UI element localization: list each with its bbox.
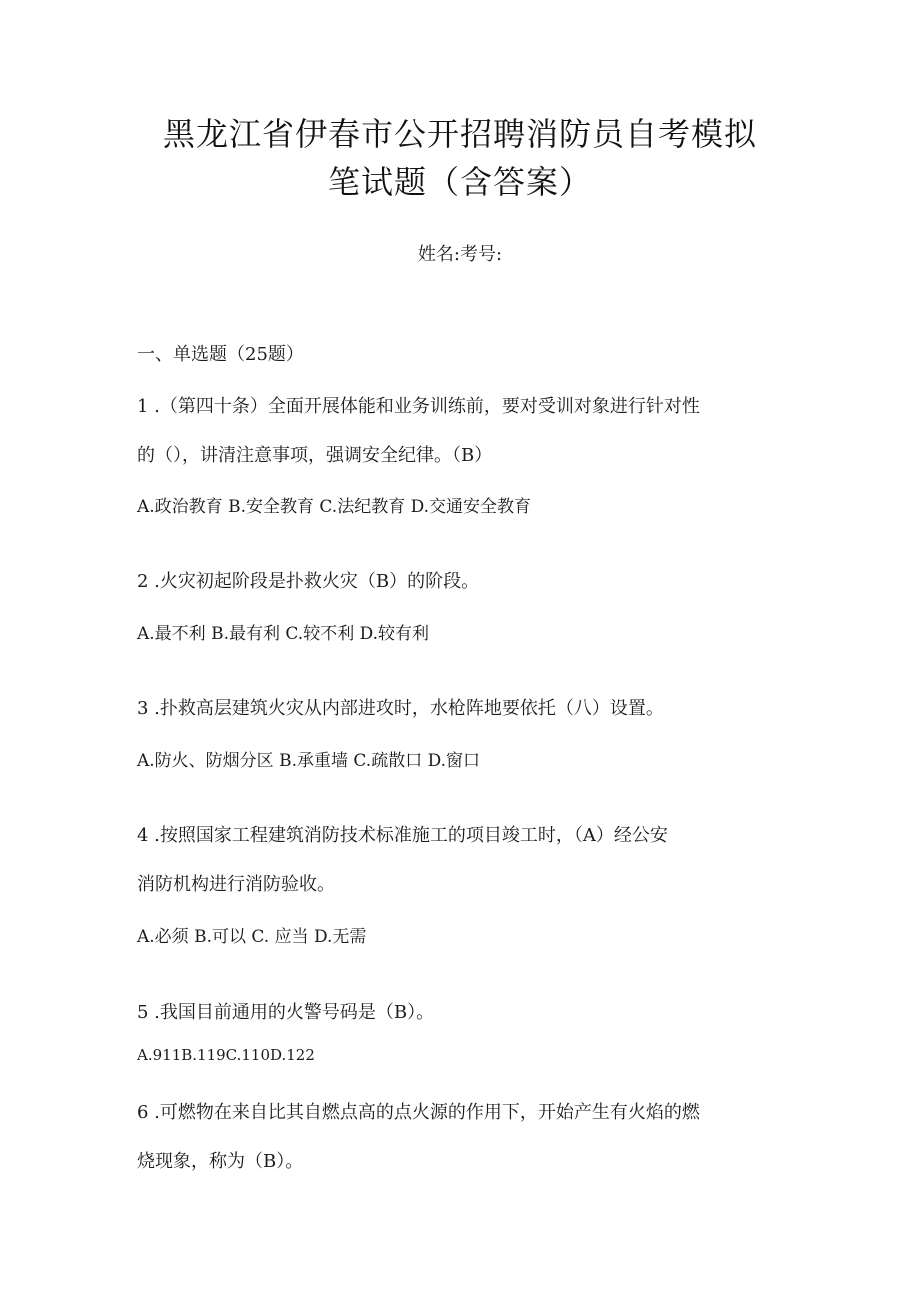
question-3-line-1: 3 .扑救高层建筑火灾从内部进攻时，水枪阵地要依托（八）设置。 xyxy=(137,698,664,719)
section-heading: 一、单选题（25题） xyxy=(137,344,304,365)
question-4-options: A.必须 B.可以 C. 应当 D.无需 xyxy=(137,927,367,947)
name-and-exam-number-line: 姓名:考号: xyxy=(417,244,503,265)
question-2-options: A.最不利 B.最有利 C.较不利 D.较有利 xyxy=(137,624,430,644)
question-1-options: A.政治教育 B.安全教育 C.法纪教育 D.交通安全教育 xyxy=(137,497,532,517)
document-title-line-2: 笔试题（含答案） xyxy=(327,163,592,201)
question-4-line-1: 4 .按照国家工程建筑消防技术标准施工的项目竣工时，（A）经公安 xyxy=(137,825,668,846)
document-title-line-1: 黑龙江省伊春市公开招聘消防员自考模拟 xyxy=(162,115,757,153)
question-1-line-1: 1 .（第四十条）全面开展体能和业务训练前，要对受训对象进行针对性 xyxy=(137,396,700,417)
question-6-line-1: 6 .可燃物在来自比其自燃点高的点火源的作用下，开始产生有火焰的燃 xyxy=(137,1102,700,1123)
question-4-line-2: 消防机构进行消防验收。 xyxy=(137,874,335,895)
question-6-line-2: 烧现象，称为（B）。 xyxy=(137,1151,304,1172)
question-2-line-1: 2 .火灾初起阶段是扑救火灾（B）的阶段。 xyxy=(137,571,480,592)
question-1-line-2: 的（），讲清注意事项，强调安全纪律。（B） xyxy=(137,445,493,466)
question-5-options: A.911B.119C.110D.122 xyxy=(137,1046,315,1064)
question-3-options: A.防火、防烟分区 B.承重墙 C.疏散口 D.窗口 xyxy=(137,751,481,771)
question-5-line-1: 5 .我国目前通用的火警号码是（B）。 xyxy=(137,1002,435,1023)
